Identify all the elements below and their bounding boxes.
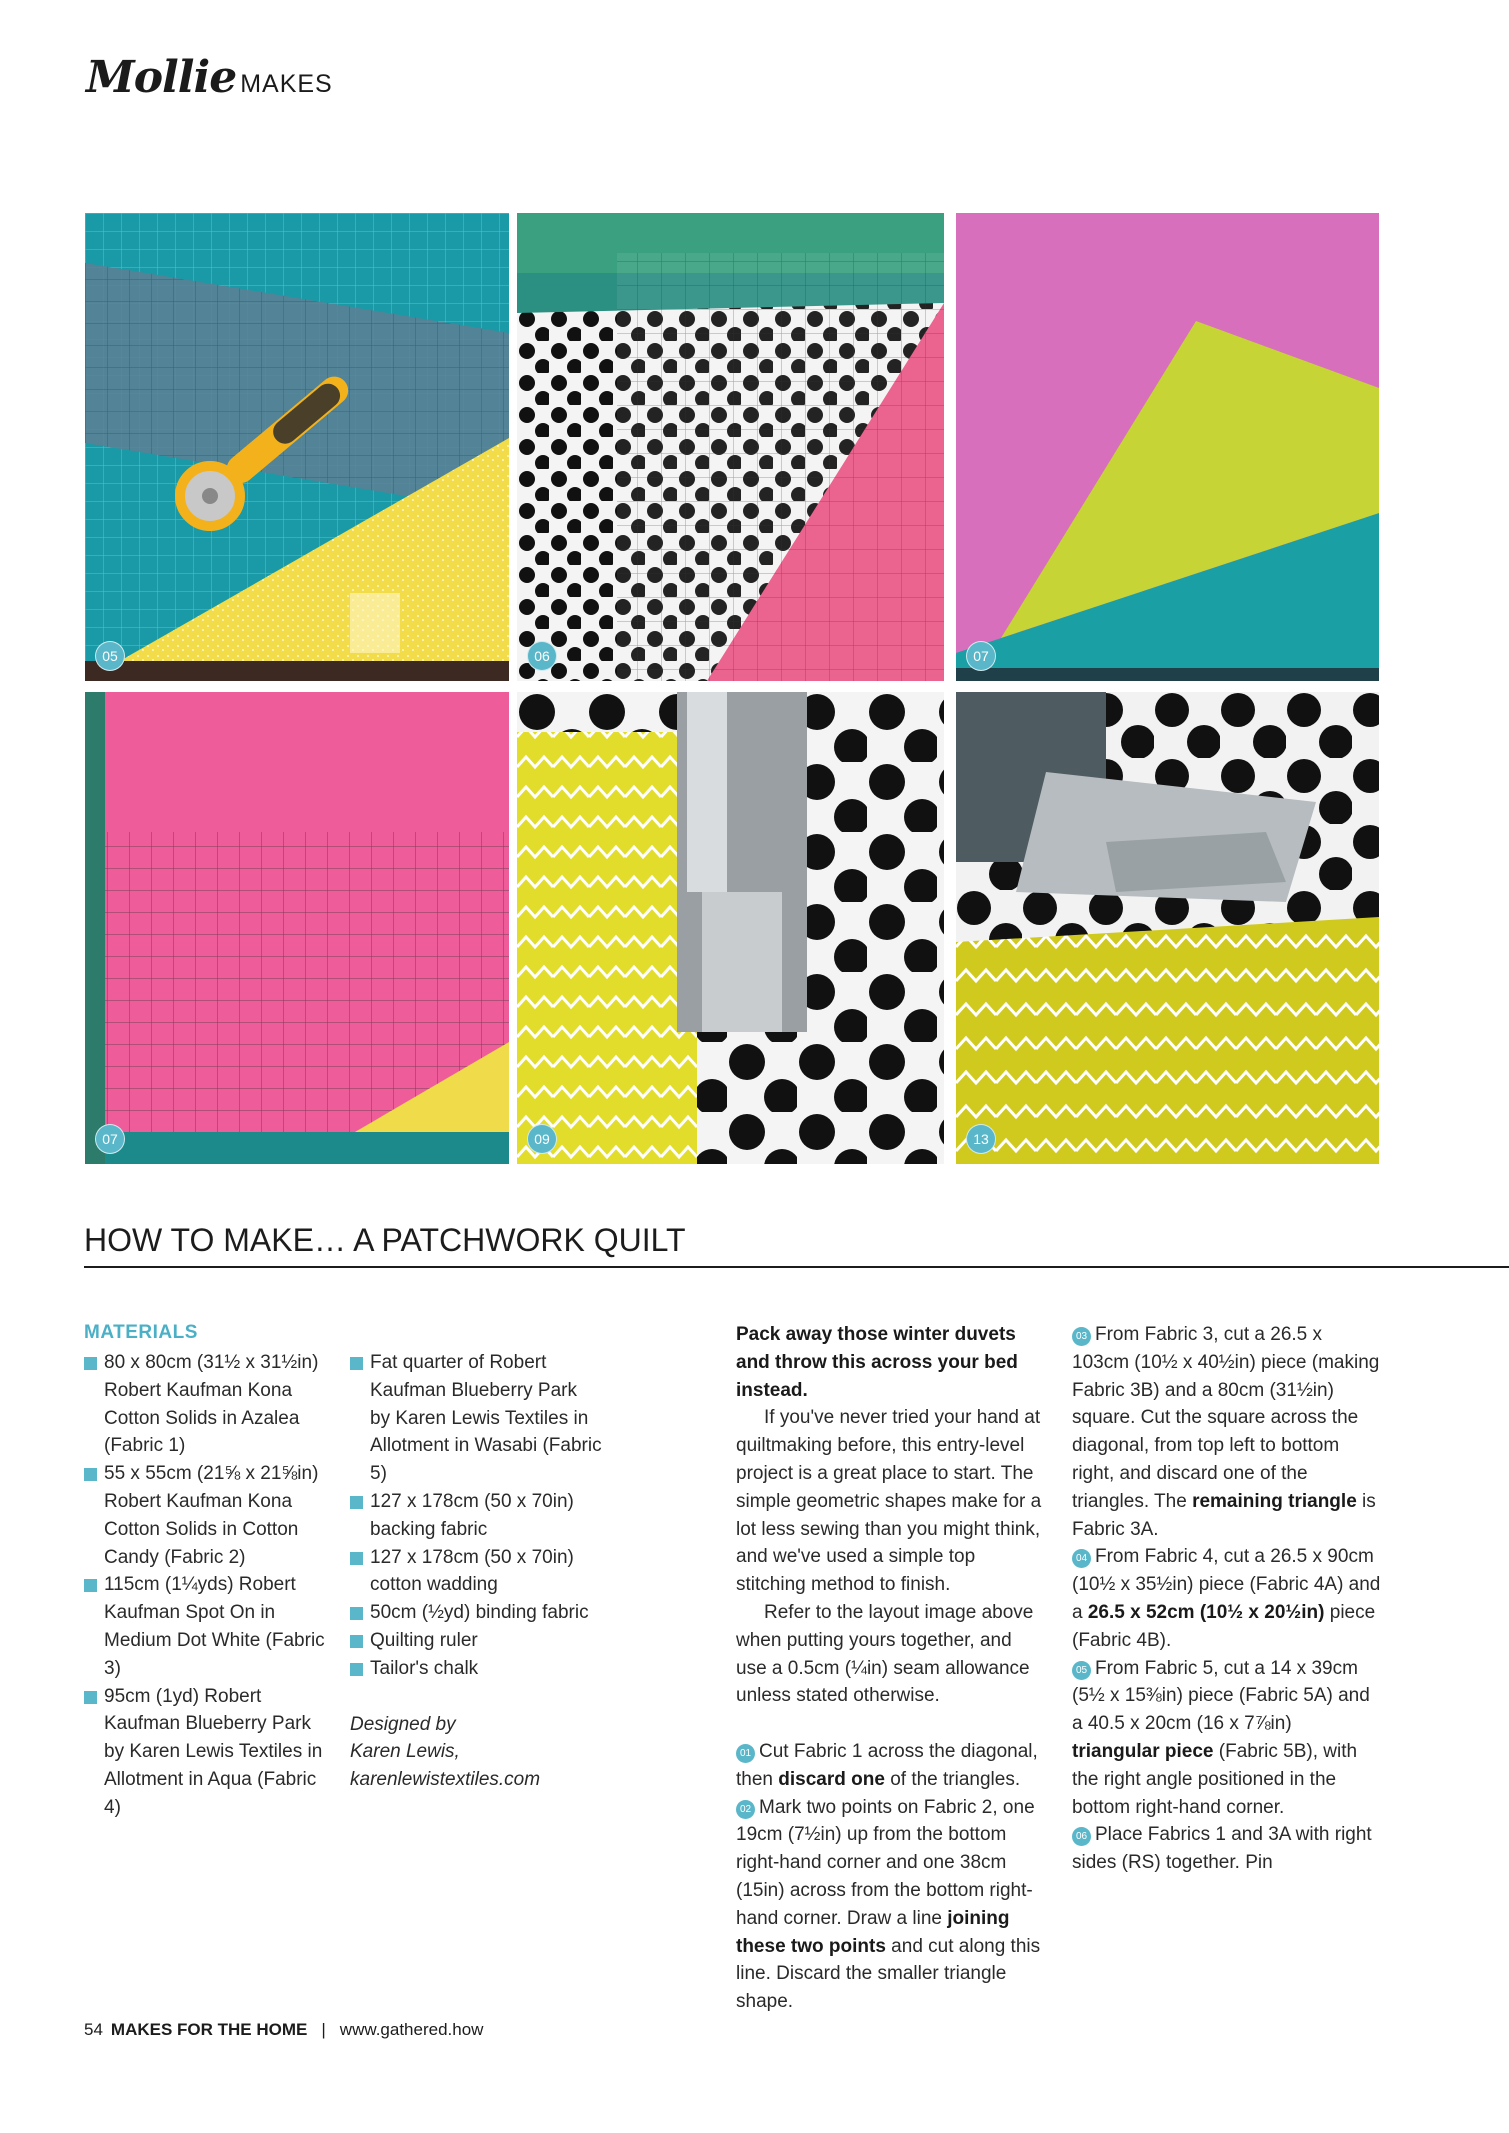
material-item: 95cm (1yd) Robert Kaufman Blueberry Park by Karen Lewis Textiles in Allotment in Aqua (Fabric 4) bbox=[84, 1683, 336, 1822]
page-number: 54 bbox=[84, 2020, 103, 2039]
material-item: Quilting ruler bbox=[350, 1627, 602, 1655]
step-badge: 07 bbox=[95, 1124, 125, 1154]
material-item: 80 x 80cm (31½ x 31½in) Robert Kaufman Kona Cotton Solids in Azalea (Fabric 1) bbox=[84, 1349, 336, 1460]
step-06: 06 Place Fabrics 1 and 3A with right sides (RS) together. Pin bbox=[1072, 1824, 1372, 1874]
step-05: 05 From Fabric 5, cut a 14 x 39cm (5½ x 15⅜in) piece (Fabric 5A) and a 40.5 x 20cm (16 x 7⅞in) triangular piece (Fabric 5B), with the right angle positioned in the bottom right-hand corner. bbox=[1072, 1657, 1370, 1818]
step-badge: 09 bbox=[527, 1124, 557, 1154]
photo-step-06 bbox=[517, 213, 944, 681]
section-title: HOW TO MAKE… A PATCHWORK QUILT bbox=[84, 1222, 686, 1258]
step-badge: 05 bbox=[95, 641, 125, 671]
designer-line: Designed by bbox=[350, 1713, 456, 1735]
designer-credit bbox=[350, 1711, 602, 1794]
instructions-column-2 bbox=[1072, 1321, 1382, 1877]
logo-script: Mollie bbox=[86, 52, 237, 103]
step-number-badge: 01 bbox=[736, 1744, 755, 1763]
step-number-badge: 04 bbox=[1072, 1549, 1091, 1568]
magazine-logo bbox=[86, 52, 333, 103]
step-02: 02 Mark two points on Fabric 2, one 19cm (7½in) up from the bottom right-hand corner and one 38cm (15in) across from the bottom right-hand corner. Draw a line joining these two points and cut along this line. Discard the smaller triangle shape. bbox=[736, 1796, 1041, 2013]
materials-column-2 bbox=[350, 1349, 602, 1794]
step-number-badge: 05 bbox=[1072, 1661, 1091, 1680]
step-badge: 06 bbox=[527, 641, 557, 671]
photo-step-09 bbox=[517, 692, 944, 1164]
step-04: 04 From Fabric 4, cut a 26.5 x 90cm (10½ x 35½in) piece (Fabric 4A) and a 26.5 x 52cm (10½ x 20½in) piece (Fabric 4B). bbox=[1072, 1546, 1381, 1651]
logo-makes: MAKES bbox=[240, 70, 333, 98]
photo-step-07b bbox=[85, 692, 509, 1164]
designer-website: karenlewistextiles.com bbox=[350, 1769, 541, 1791]
step-badge: 07 bbox=[966, 641, 996, 671]
step-number-badge: 03 bbox=[1072, 1327, 1091, 1346]
materials-column-1 bbox=[84, 1349, 336, 1822]
page-footer bbox=[84, 2020, 483, 2040]
material-item: 55 x 55cm (21⅝ x 21⅝in) Robert Kaufman Kona Cotton Solids in Cotton Candy (Fabric 2) bbox=[84, 1460, 336, 1571]
photo-step-05 bbox=[85, 213, 509, 681]
intro-paragraph: If you've never tried your hand at quiltmaking before, this entry-level project is a great place to start. The simple geometric shapes make for a lot less sewing than you might think, and we've used a simple top stitching method to finish. bbox=[736, 1407, 1042, 1596]
photo-step-13 bbox=[956, 692, 1379, 1164]
material-item: Fat quarter of Robert Kaufman Blueberry Park by Karen Lewis Textiles in Allotment in Wasabi (Fabric 5) bbox=[350, 1349, 602, 1488]
section-divider bbox=[84, 1266, 1509, 1268]
instructions-column-1 bbox=[736, 1321, 1046, 2016]
material-item: 127 x 178cm (50 x 70in) cotton wadding bbox=[350, 1544, 602, 1600]
footer-url[interactable]: www.gathered.how bbox=[339, 2020, 484, 2039]
intro-lead: Pack away those winter duvets and throw this across your bed instead. bbox=[736, 1324, 1018, 1401]
material-item: 127 x 178cm (50 x 70in) backing fabric bbox=[350, 1488, 602, 1544]
photo-step-07a bbox=[956, 213, 1379, 681]
designer-name: Karen Lewis, bbox=[350, 1741, 460, 1763]
material-item: Tailor's chalk bbox=[350, 1655, 602, 1683]
footer-divider: | bbox=[321, 2020, 326, 2039]
materials-heading: MATERIALS bbox=[84, 1322, 198, 1343]
step-03: 03 From Fabric 3, cut a 26.5 x 103cm (10½ x 40½in) piece (making Fabric 3B) and a 80cm (31½in) square. Cut the square across the diagonal, from top left to bottom right, and discard one of the triangles. The remaining triangle is Fabric 3A. bbox=[1072, 1324, 1380, 1540]
intro-paragraph: Refer to the layout image above when putting yours together, and use a 0.5cm (¼in) seam allowance unless stated otherwise. bbox=[736, 1601, 1034, 1707]
step-01: 01 Cut Fabric 1 across the diagonal, then discard one of the triangles. bbox=[736, 1740, 1038, 1790]
step-badge: 13 bbox=[966, 1124, 996, 1154]
step-number-badge: 02 bbox=[736, 1800, 755, 1819]
material-item: 115cm (1¼yds) Robert Kaufman Spot On in Medium Dot White (Fabric 3) bbox=[84, 1571, 336, 1682]
step-number-badge: 06 bbox=[1072, 1827, 1091, 1846]
footer-section: MAKES FOR THE HOME bbox=[110, 2020, 308, 2039]
material-item: 50cm (½yd) binding fabric bbox=[350, 1599, 602, 1627]
